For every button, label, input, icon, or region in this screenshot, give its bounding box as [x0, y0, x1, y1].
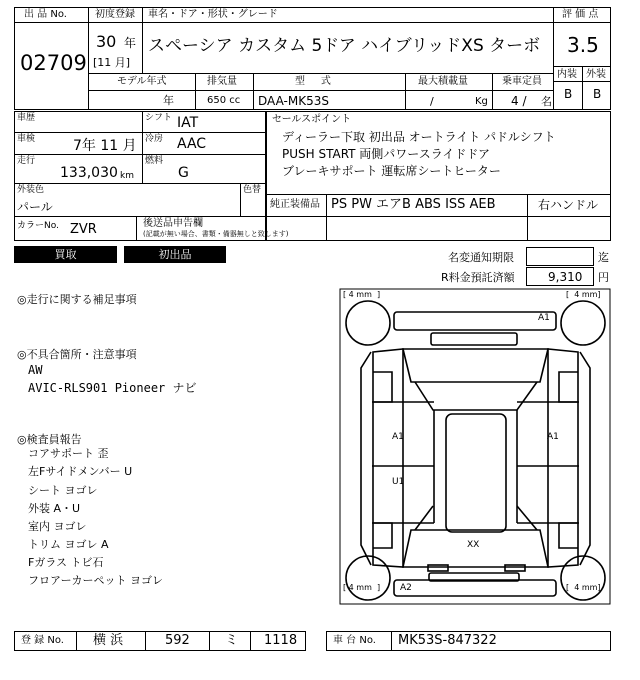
damage-mark-xx: XX [467, 540, 480, 550]
damage-mark-u: U1 [392, 477, 405, 487]
exterior-color-label: 外装色 [17, 185, 45, 195]
first-listing-button[interactable]: 初出品 [124, 246, 226, 263]
tire-front-right: [ 4 mm] [566, 290, 601, 299]
lot-number: 02709 [20, 51, 87, 75]
inspector-item: 室内 ヨゴレ [28, 520, 87, 533]
max-load-label: 最大積載量 [418, 76, 468, 87]
mileage-value: 133,030 [60, 165, 118, 181]
sales-point-line-2: PUSH START 両側パワースライドドア [282, 147, 490, 161]
reg-area: 横 浜 [93, 633, 124, 648]
inspector-item: フロアーカーペット ヨゴレ [28, 574, 163, 587]
chassis-number: MK53S-847322 [398, 633, 497, 648]
recycle-unit: 円 [598, 271, 609, 284]
damage-mark-left: A1 [392, 432, 404, 442]
inspector-item: Fガラス トビ石 [28, 556, 104, 569]
inspection-label: 車検 [17, 134, 36, 144]
displacement-value: 650 cc [207, 95, 241, 106]
color-change-label: 色替 [243, 185, 262, 195]
car-name: スペーシア カスタム 5ドア ハイブリッドXS ターボ [148, 36, 541, 56]
mileage-label: 走行 [17, 156, 36, 166]
damage-mark-right: A1 [547, 432, 559, 442]
reg-kana: ミ [225, 633, 239, 648]
reg-number: 1118 [264, 633, 298, 648]
first-reg-month: [11 月] [93, 56, 131, 69]
inspector-item: 外装 A・U [28, 502, 81, 515]
model-year-label: モデル年式 [117, 76, 167, 87]
max-load-unit: Kg [475, 96, 488, 107]
capacity-label: 乗車定員 [502, 76, 542, 87]
reg-class: 592 [165, 633, 190, 648]
capacity-value: 4 / [511, 94, 527, 108]
name-change-unit: 迄 [598, 251, 609, 264]
sales-point-title: セールスポイント [272, 114, 352, 125]
interior-grade: B [564, 87, 573, 101]
shift-value: IAT [177, 115, 199, 131]
displacement-label: 排気量 [207, 76, 237, 87]
driving-notes-title: ◎走行に関する補足事項 [17, 293, 137, 306]
equipment-value: PS PW エアB ABS ISS AEB [331, 197, 496, 212]
damage-mark-rear: A2 [400, 583, 412, 593]
sales-point-line-1: ディーラー下取 初出品 オートライト パドルシフト [282, 130, 556, 144]
capacity-unit: 名 [541, 95, 552, 108]
aftermarket-note: (記載が無い場合、書類・備器無しと致します) [143, 230, 289, 238]
grade-label: 評 価 点 [562, 9, 599, 20]
fuel-label: 燃料 [145, 156, 164, 166]
color-no-value: ZVR [70, 222, 97, 237]
inspection-value: 7年 11 月 [73, 138, 137, 154]
model-code: DAA-MK53S [258, 94, 329, 108]
car-name-label: 車名・ドア・形状・グレード [148, 9, 278, 20]
model-type-label: 型 式 [295, 76, 331, 87]
ac-label: 冷房 [145, 134, 164, 144]
defects-title: ◎不具合箇所・注意事項 [17, 348, 137, 361]
mileage-unit: km [120, 171, 134, 181]
recycle-label: R料金預託済額 [441, 271, 515, 284]
first-reg-year-unit: 年 [124, 36, 137, 50]
name-change-label: 名変通知期限 [448, 251, 514, 264]
grade-value: 3.5 [567, 33, 599, 57]
inspector-item: コアサポート 歪 [28, 447, 109, 460]
color-no-label: カラーNo. [17, 221, 59, 231]
damage-mark-front: A1 [538, 313, 550, 323]
equipment-label: 純正装備品 [270, 199, 320, 210]
exterior-label: 外装 [586, 69, 606, 80]
inspector-item: トリム ヨゴレ A [28, 538, 109, 551]
defect-item: AW [28, 363, 43, 377]
interior-label: 内装 [557, 69, 577, 80]
ac-value: AAC [177, 136, 207, 152]
tire-rear-left: [ 4 mm ] [343, 583, 381, 592]
tire-rear-right: [ 4 mm] [566, 583, 601, 592]
chassis-label: 車 台 No. [333, 635, 376, 646]
recycle-amount: 9,310 [548, 270, 583, 284]
tire-front-left: [ 4 mm ] [343, 290, 381, 299]
reg-label: 登 録 No. [21, 635, 64, 646]
exterior-color-value: パール [17, 200, 53, 214]
max-load-slash: / [430, 95, 434, 108]
exterior-grade: B [593, 87, 602, 101]
lot-label: 出 品 No. [24, 9, 67, 20]
handle-value: 右ハンドル [538, 198, 599, 212]
sales-point-line-3: ブレーキサポート 運転席シートヒーター [282, 164, 501, 178]
fuel-value: G [178, 165, 189, 181]
defect-item: AVIC-RLS901 Pioneer ナビ [28, 381, 197, 395]
first-reg-label: 初度登録 [95, 9, 135, 20]
model-year-unit: 年 [163, 94, 174, 107]
shift-label: シフト [145, 113, 173, 123]
buy-button[interactable]: 買取 [14, 246, 117, 263]
history-label: 車歴 [17, 113, 36, 123]
inspector-title: ◎検査員報告 [17, 433, 82, 446]
inspector-item: シート ヨゴレ [28, 484, 98, 497]
aftermarket-label: 後送品申告欄 [143, 218, 203, 229]
inspector-item: 左Fサイドメンバー U [28, 465, 133, 478]
first-reg-year: 30 [96, 32, 117, 51]
